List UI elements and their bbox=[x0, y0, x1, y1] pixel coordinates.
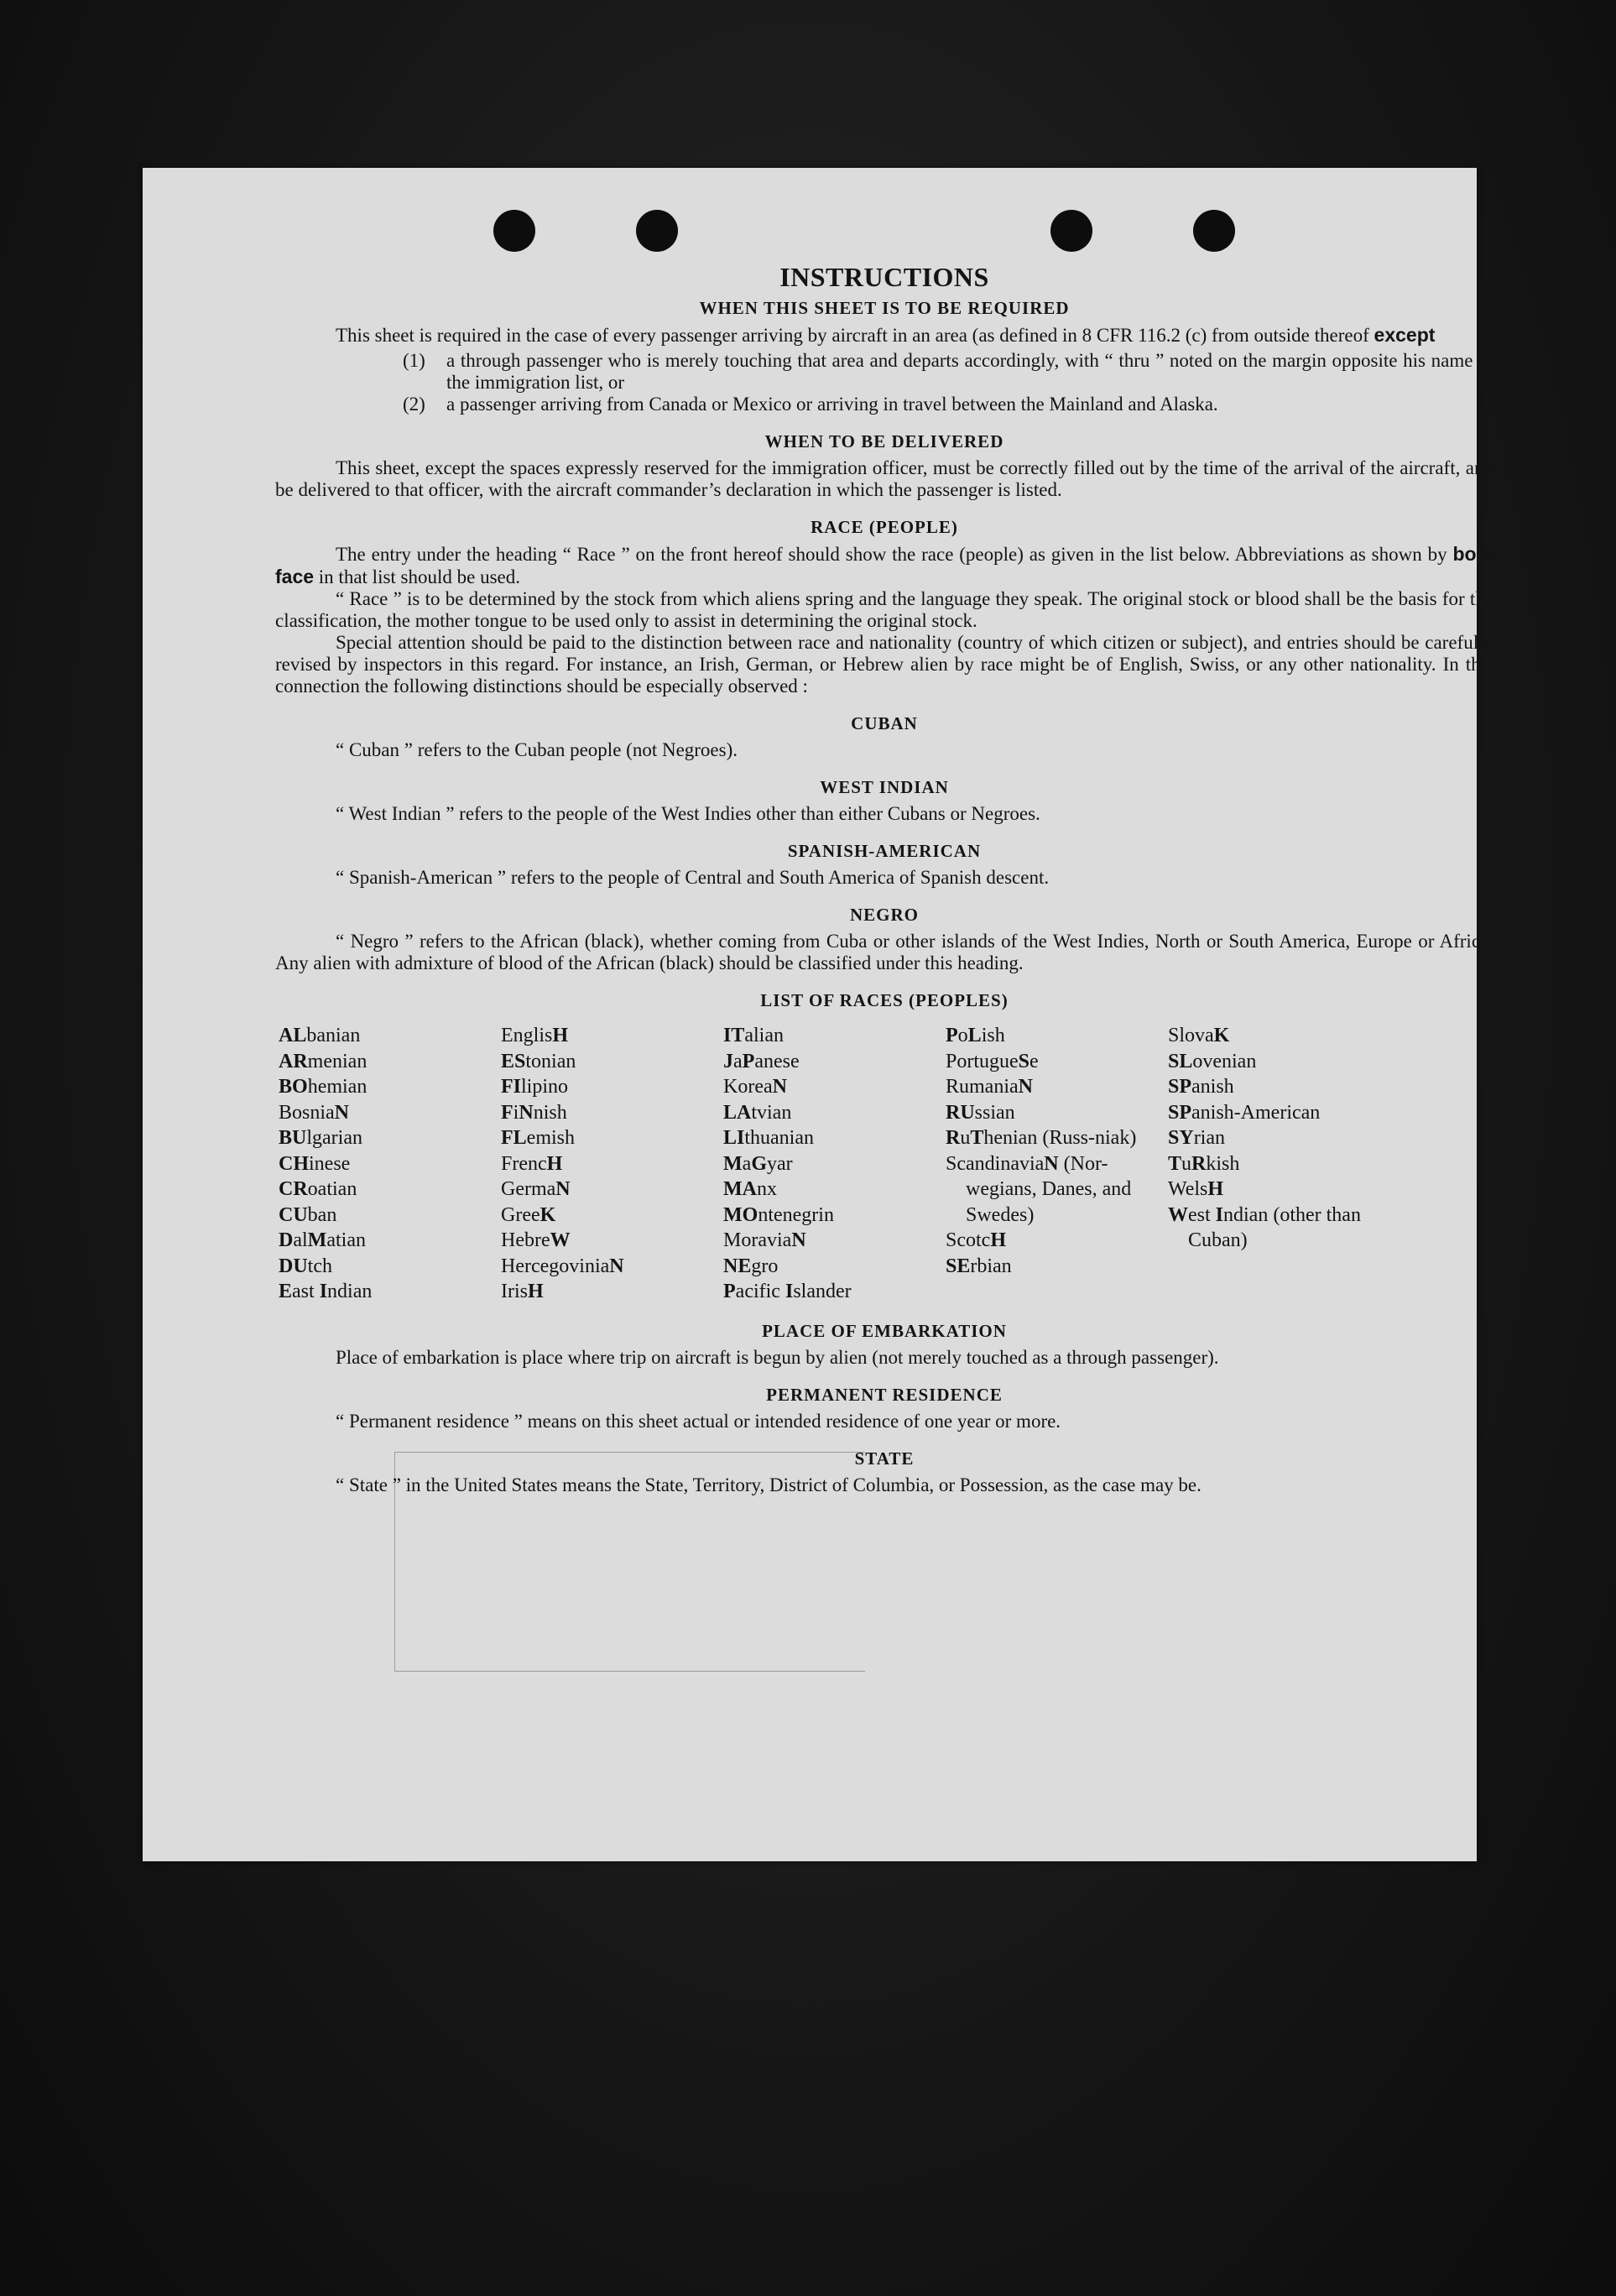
section-heading-state: STATE bbox=[854, 1448, 915, 1469]
race-entry: SPanish bbox=[1168, 1076, 1234, 1098]
race-entry: HebreW bbox=[501, 1229, 571, 1251]
when-delivered-text: This sheet, except the spaces expressly reserved for the immigration officer, must be correctly filled out by the time of the arrival of the aircraft, and be delivered to that officer, with the aircraft commander’s declaration in which the passenger is listed. bbox=[275, 457, 1493, 500]
race-entry: DalMatian bbox=[279, 1229, 366, 1251]
race-entry: ScotcH bbox=[946, 1229, 1006, 1251]
section-heading-permanent-residence: PERMANENT RESIDENCE bbox=[766, 1384, 1003, 1405]
race-column bbox=[946, 1023, 1168, 1305]
race-entry: FrencH bbox=[501, 1152, 563, 1175]
race-entry: RumaniaN bbox=[946, 1076, 1033, 1098]
race-entry: JaPanese bbox=[723, 1050, 800, 1072]
race-entry: SErbian bbox=[946, 1255, 1012, 1277]
race-entry: WelsH bbox=[1168, 1178, 1224, 1200]
race-entry: MOntenegrin bbox=[723, 1203, 834, 1226]
race-entry: FIlipino bbox=[501, 1076, 569, 1098]
race-entry: GreeK bbox=[501, 1203, 556, 1226]
race-entry: ALbanian bbox=[279, 1025, 361, 1046]
punch-hole bbox=[1193, 210, 1235, 252]
punch-hole bbox=[493, 210, 535, 252]
race-entry: KoreaN bbox=[723, 1076, 787, 1098]
race-column bbox=[275, 1023, 501, 1305]
section-heading-spanish-american: SPANISH-AMERICAN bbox=[787, 841, 982, 861]
race-entry: West Indian (other than Cuban) bbox=[1168, 1203, 1361, 1251]
race-entry: RuThenian (Russ-niak) bbox=[946, 1127, 1137, 1149]
race-paragraph-1: The entry under the heading “ Race ” on the front hereof should show the race (people) as given in the list below. Abbreviations as shown by bold face in that list should be used. bbox=[275, 543, 1494, 587]
page-title: INSTRUCTIONS bbox=[779, 262, 989, 292]
race-entry: MAnx bbox=[723, 1178, 777, 1200]
race-entry: BosniaN bbox=[279, 1101, 350, 1124]
race-column bbox=[1168, 1023, 1390, 1305]
exception-item: (2) a passenger arriving from Canada or Mexico or arriving in travel between the Mainland and Alaska. bbox=[403, 394, 1218, 415]
race-entry: IrisH bbox=[501, 1281, 544, 1302]
when-required-intro: This sheet is required in the case of every passenger arriving by aircraft in an area (as defined in 8 CFR 116.2 (c) from outside thereof except bbox=[336, 324, 1436, 346]
race-entry: PoLish bbox=[946, 1025, 1005, 1046]
race-paragraph-2: “ Race ” is to be determined by the stock from which aliens spring and the language they speak. The original stock or blood shall be the basis for the classification, the mother tongue to be used only to assist in determining the original stock. bbox=[275, 588, 1493, 631]
section-heading-when-delivered: WHEN TO BE DELIVERED bbox=[764, 431, 1004, 451]
race-entry: LAtvian bbox=[723, 1101, 792, 1124]
embarkation-text: Place of embarkation is place where trip on aircraft is begun by alien (not merely touched as a through passenger). bbox=[336, 1346, 1219, 1368]
race-entry: SPanish-American bbox=[1168, 1101, 1321, 1124]
race-entry: CRoatian bbox=[279, 1178, 357, 1200]
exception-item: (1) a through passenger who is merely touching that area and departs accordingly, with “ thru ” noted on the margin opposite his name in the immigration list, or bbox=[403, 350, 1493, 393]
spanish-american-text: “ Spanish-American ” refers to the people of Central and South America of Spanish descent. bbox=[336, 867, 1050, 888]
cuban-text: “ Cuban ” refers to the Cuban people (not Negroes). bbox=[336, 739, 738, 760]
race-entry: FLemish bbox=[501, 1127, 575, 1149]
section-heading-race: RACE (PEOPLE) bbox=[811, 517, 958, 537]
state-text: “ State ” in the United States means the State, Territory, District of Columbia, or Possession, as the case may be. bbox=[336, 1474, 1202, 1495]
race-entry: GermaN bbox=[501, 1178, 571, 1200]
bold-face-emphasis: bold face bbox=[275, 543, 1494, 587]
except-emphasis: except bbox=[1374, 324, 1436, 346]
west-indian-text: “ West Indian ” refers to the people of the West Indies other than either Cubans or Negroes. bbox=[336, 803, 1040, 824]
race-entry: EnglisH bbox=[501, 1025, 569, 1046]
race-list bbox=[275, 1023, 1493, 1305]
race-entry: LIthuanian bbox=[723, 1127, 814, 1149]
race-entry: EStonian bbox=[501, 1050, 576, 1072]
instructions-content bbox=[275, 262, 1493, 1496]
race-entry: RUssian bbox=[946, 1101, 1015, 1124]
race-entry: SlovaK bbox=[1168, 1025, 1230, 1046]
section-heading-embarkation: PLACE OF EMBARKATION bbox=[762, 1320, 1007, 1341]
section-heading-west-indian: WEST INDIAN bbox=[820, 777, 949, 797]
race-entry: FiNnish bbox=[501, 1101, 567, 1124]
race-entry: BOhemian bbox=[279, 1076, 368, 1098]
permanent-residence-text: “ Permanent residence ” means on this sheet actual or intended residence of one year or more. bbox=[336, 1410, 1061, 1432]
section-heading-negro: NEGRO bbox=[849, 905, 919, 925]
punch-hole bbox=[636, 210, 678, 252]
punch-hole bbox=[1050, 210, 1092, 252]
race-entry: ARmenian bbox=[279, 1050, 368, 1072]
exception-list bbox=[275, 350, 1493, 415]
section-heading-list-of-races: LIST OF RACES (PEOPLES) bbox=[760, 990, 1009, 1010]
race-entry: Pacific Islander bbox=[723, 1281, 852, 1302]
race-entry: NEgro bbox=[723, 1255, 779, 1277]
section-heading-cuban: CUBAN bbox=[851, 713, 918, 733]
race-paragraph-3: Special attention should be paid to the distinction between race and nationality (country of which citizen or subject), and entries should be carefully revised by inspectors in this regard. For instance, an Irish, German, or Hebrew alien by race might be of English, Swiss, or any other nationality. In this connection the following distinctions should be especially observed : bbox=[275, 632, 1493, 697]
race-entry: MaGyar bbox=[723, 1152, 793, 1175]
race-entry: CUban bbox=[279, 1203, 337, 1226]
race-entry: ScandinaviaN (Nor-wegians, Danes, and Swedes) bbox=[946, 1152, 1132, 1226]
instruction-sheet bbox=[143, 168, 1494, 1861]
negro-text: “ Negro ” refers to the African (black), whether coming from Cuba or other islands of the West Indies, North or South America, Europe or Africa. Any alien with admixture of blood of the African (black) should be classified under this heading. bbox=[275, 931, 1493, 973]
race-entry: East Indian bbox=[279, 1281, 373, 1302]
race-column bbox=[501, 1023, 723, 1305]
race-entry: MoraviaN bbox=[723, 1229, 806, 1251]
race-column bbox=[723, 1023, 946, 1305]
race-entry: PortugueSe bbox=[946, 1050, 1039, 1072]
race-entry: SYrian bbox=[1168, 1127, 1225, 1149]
race-entry: DUtch bbox=[279, 1255, 332, 1277]
race-entry: ITalian bbox=[723, 1025, 784, 1046]
race-entry: TuRkish bbox=[1168, 1152, 1240, 1175]
section-heading-when-required: WHEN THIS SHEET IS TO BE REQUIRED bbox=[699, 298, 1070, 318]
race-entry: CHinese bbox=[279, 1152, 351, 1175]
race-entry: BUlgarian bbox=[279, 1127, 362, 1149]
race-entry: SLovenian bbox=[1168, 1050, 1257, 1072]
race-entry: HercegoviniaN bbox=[501, 1255, 624, 1277]
